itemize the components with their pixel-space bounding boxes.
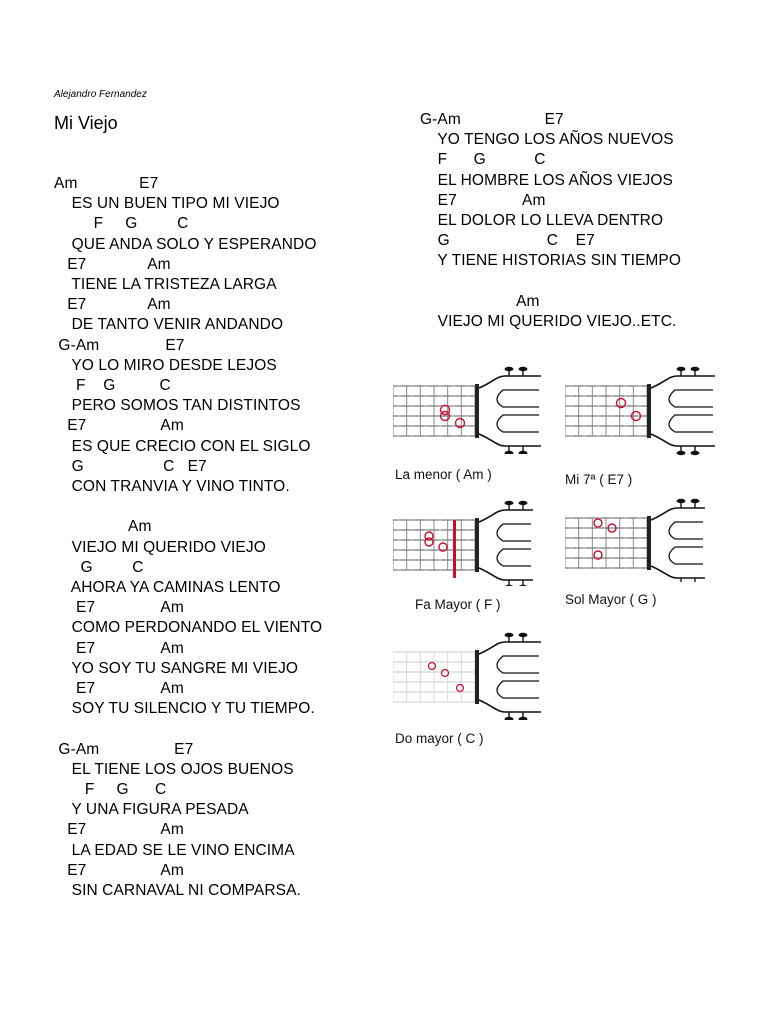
headstock xyxy=(651,367,715,455)
chord-diagram-am xyxy=(393,366,541,454)
lyric-line: YO SOY TU SANGRE MI VIEJO xyxy=(54,659,299,677)
chord-caption-f: Fa Mayor ( F ) xyxy=(415,597,501,612)
lyric-line: SIN CARNAVAL NI COMPARSA. xyxy=(54,882,301,899)
chord-caption-e7: Mi 7ª ( E7 ) xyxy=(565,472,633,487)
lyric-line: TIENE LA TRISTEZA LARGA xyxy=(54,276,277,293)
chord-caption-am: La menor ( Am ) xyxy=(395,467,492,482)
chord-diagram-c xyxy=(393,632,541,720)
lyric-line: G C xyxy=(54,558,144,576)
lyric-line: Y UNA FIGURA PESADA xyxy=(54,801,249,819)
chord-diagram-f xyxy=(393,500,533,586)
lyric-line: COMO PERDONANDO EL VIENTO xyxy=(54,619,323,637)
lyric-line: E7 Am xyxy=(420,191,546,209)
lyric-line: EL DOLOR LO LLEVA DENTRO xyxy=(420,212,664,229)
chord-diagram-g xyxy=(565,498,705,582)
lyric-line: VIEJO MI QUERIDO VIEJO xyxy=(54,538,266,556)
lyric-line: F G C xyxy=(420,151,546,169)
lyric-line: E7 Am xyxy=(54,599,184,617)
finger-marker xyxy=(594,519,602,527)
lyric-line: E7 Am xyxy=(54,255,171,273)
fretboard xyxy=(393,650,479,704)
lyric-line: ES QUE CRECIO CON EL SIGLO xyxy=(54,437,311,455)
lyric-line: YO TENGO LOS AÑOS NUEVOS xyxy=(420,131,674,149)
fretboard xyxy=(565,384,651,438)
lyric-line: E7 Am xyxy=(54,296,171,314)
lyric-line: Am xyxy=(54,518,152,536)
headstock xyxy=(479,367,541,454)
fretboard xyxy=(393,518,479,572)
headstock xyxy=(479,501,533,586)
lyric-line: DE TANTO VENIR ANDANDO xyxy=(54,316,284,334)
lyric-line: ES UN BUEN TIPO MI VIEJO xyxy=(54,195,280,213)
finger-marker xyxy=(457,685,464,692)
headstock xyxy=(651,499,705,582)
lyric-line: G-Am E7 xyxy=(420,111,564,128)
author-credit: Alejandro Fernandez xyxy=(54,89,147,100)
finger-marker xyxy=(425,538,433,546)
chord-diagram-e7 xyxy=(565,366,715,458)
lyric-line: G C E7 xyxy=(420,232,595,250)
lyric-line: PERO SOMOS TAN DISTINTOS xyxy=(54,397,301,415)
lyric-line: AHORA YA CAMINAS LENTO xyxy=(54,579,281,596)
chord-caption-g: Sol Mayor ( G ) xyxy=(565,592,657,607)
fretboard xyxy=(393,384,479,438)
lyric-line: E7 Am xyxy=(54,417,184,435)
chord-caption-c: Do mayor ( C ) xyxy=(395,731,484,746)
lyric-line: Am xyxy=(420,292,540,310)
barre-marker xyxy=(453,520,456,578)
lyric-line: YO LO MIRO DESDE LEJOS xyxy=(54,356,277,374)
lyric-line: G C E7 xyxy=(54,457,207,475)
fretboard xyxy=(565,516,651,570)
lyric-line: EL TIENE LOS OJOS BUENOS xyxy=(54,760,294,778)
lyric-line: E7 Am xyxy=(54,861,184,879)
lyric-line: F G C xyxy=(54,215,189,233)
lyric-line: Y TIENE HISTORIAS SIN TIEMPO xyxy=(420,252,682,270)
song-title: Mi Viejo xyxy=(54,113,118,133)
lyric-line: Am E7 xyxy=(54,175,159,192)
lyric-line: LA EDAD SE LE VINO ENCIMA xyxy=(54,841,295,859)
lyric-line: VIEJO MI QUERIDO VIEJO..ETC. xyxy=(420,313,677,330)
lyric-line: F G C xyxy=(54,377,171,394)
lyric-line: QUE ANDA SOLO Y ESPERANDO xyxy=(54,235,317,253)
lyric-line: G-Am E7 xyxy=(54,740,194,758)
lyric-line: E7 Am xyxy=(54,639,184,657)
lyric-line: CON TRANVIA Y VINO TINTO. xyxy=(54,478,290,495)
lyric-line: SOY TU SILENCIO Y TU TIEMPO. xyxy=(54,700,315,718)
headstock xyxy=(479,633,541,720)
lyric-line: G-Am E7 xyxy=(54,336,185,354)
lyric-line: E7 Am xyxy=(54,821,184,839)
lyric-line: E7 Am xyxy=(54,680,184,697)
lyric-line: F G C xyxy=(54,781,167,798)
lyric-line: EL HOMBRE LOS AÑOS VIEJOS xyxy=(420,171,673,189)
